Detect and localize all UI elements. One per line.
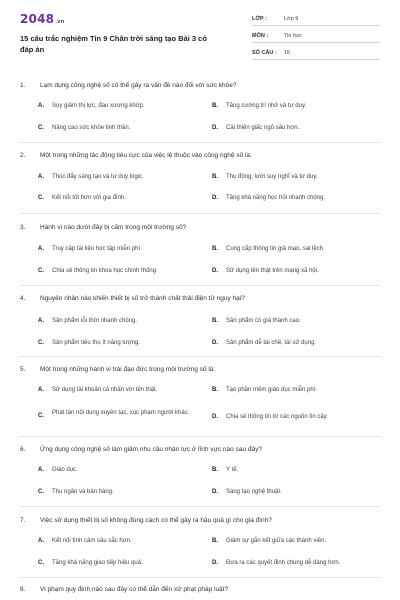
meta-value: 15 (284, 50, 291, 56)
logo-main: 2048 (20, 12, 55, 26)
meta-row-subject (252, 29, 380, 43)
divider (20, 142, 380, 143)
question-text: 6. Ứng dụng công nghệ số làm giảm nhu cầu nhân lực ở lĩnh vực nào sau đây? (20, 446, 262, 453)
question-text: 2. Một trong những tác động tiêu cực của việc lệ thuộc vào công nghệ số là: (20, 152, 252, 159)
meta-label: SỐ CÂU : (252, 50, 277, 56)
question-text: 1. Lạm dụng công nghệ số có thể gây ra vấn đề nào đối với sức khỏe? (20, 82, 237, 89)
question-text: 5. Một trong những hành vi trái đạo đức trong môi trường số là: (20, 366, 216, 373)
divider (20, 577, 380, 578)
document-title: 15 câu trắc nghiệm Tin 9 Chân trời sáng tạo Bài 3 có đáp án (20, 34, 207, 54)
question-text: 8. Vi phạm quy định nào sau đây có thể dẫn đến xử phạt pháp luật? (20, 586, 229, 593)
meta-info (252, 12, 380, 63)
meta-value: Tin học (284, 33, 302, 39)
site-logo[interactable] (20, 12, 65, 26)
meta-label: LỚP : (252, 16, 267, 22)
divider (20, 285, 380, 286)
divider (20, 356, 380, 357)
question-text: 7. Việc sử dụng thiết bị số không đúng cách có thể gây ra hậu quả gì cho gia đình? (20, 517, 272, 524)
divider (20, 506, 380, 507)
divider (20, 436, 380, 437)
document-header (0, 0, 400, 68)
logo-suffix: .vn (55, 19, 65, 25)
meta-row-count (252, 46, 380, 60)
question-text: 4. Nguyên nhân nào khiến thiết bị số trở thành chất thải điện tử nguy hại? (20, 295, 245, 302)
meta-label: MÔN : (252, 33, 269, 39)
meta-row-class (252, 12, 380, 26)
meta-value: Lớp 9 (284, 16, 299, 22)
question-text: 3. Hành vi nào dưới đây bị cấm trong môi trường số? (20, 224, 187, 231)
divider (20, 213, 380, 214)
